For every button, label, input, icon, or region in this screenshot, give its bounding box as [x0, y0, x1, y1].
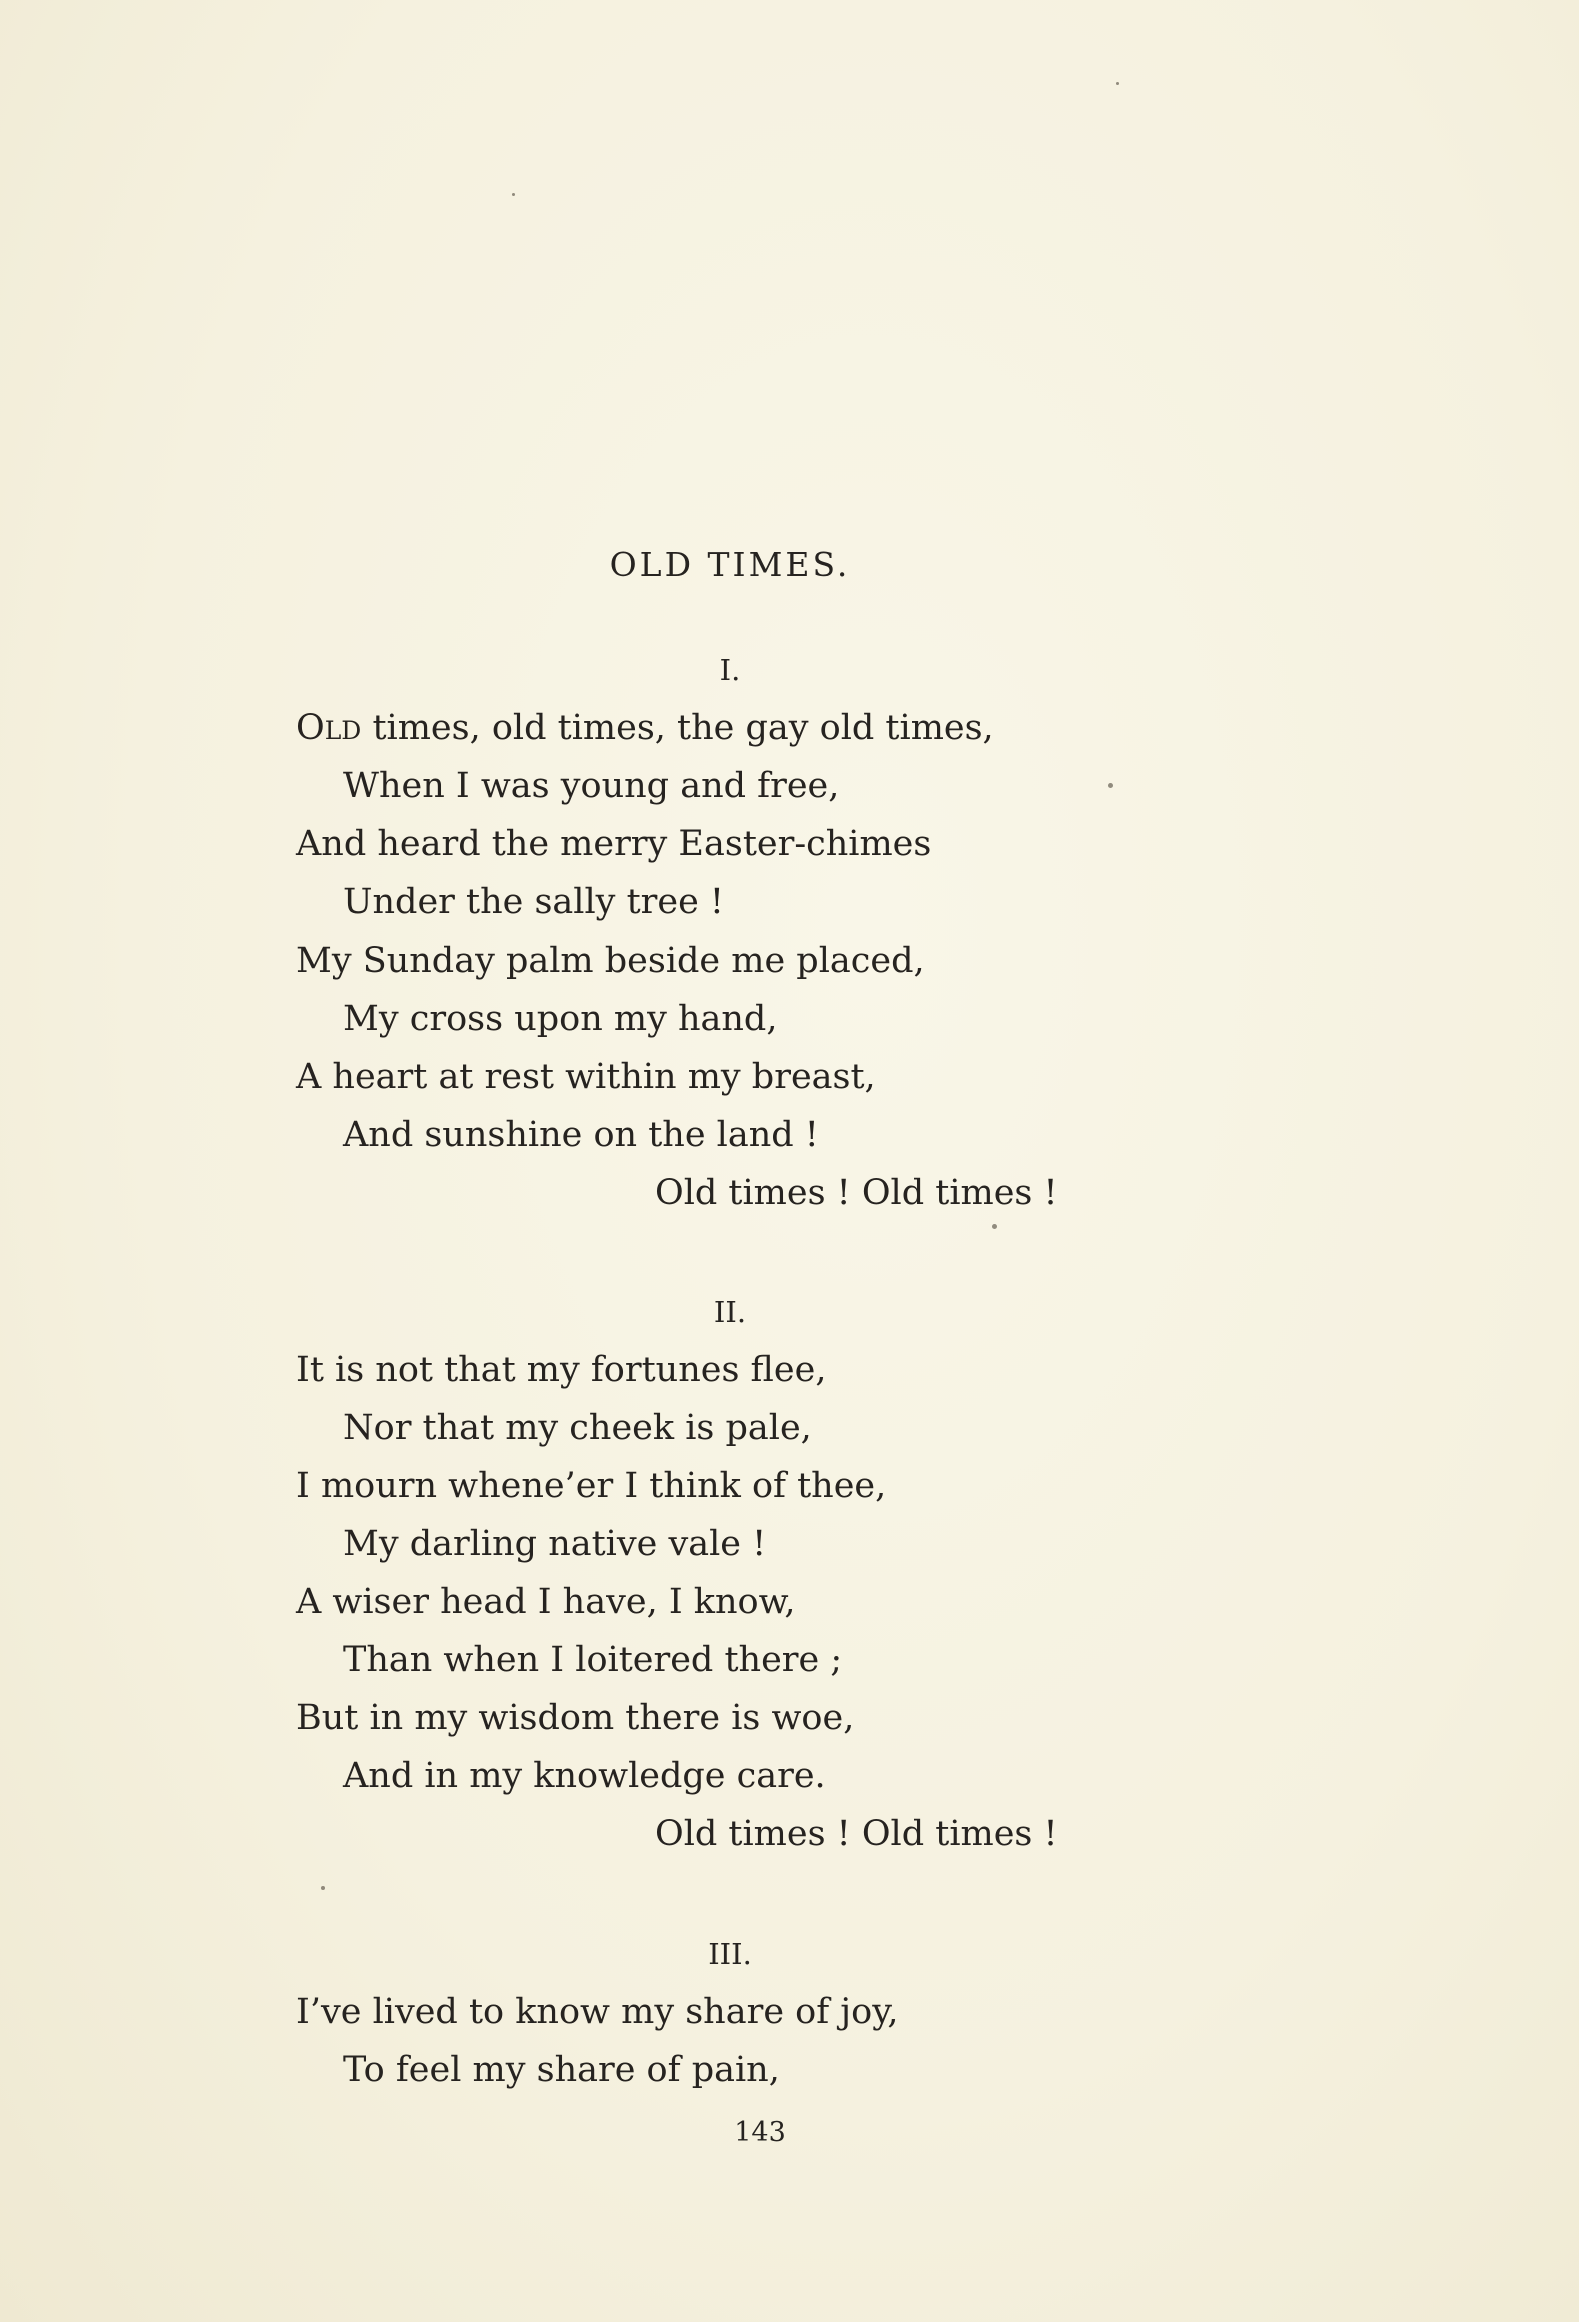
poem-line: When I was young and free, [343, 766, 840, 806]
paper-speck [1116, 82, 1119, 85]
poem-line [296, 703, 994, 753]
poem-line: It is not that my fortunes flee, [296, 1350, 827, 1390]
drop-word: Old [296, 708, 362, 748]
poem-line: Nor that my cheek is pale, [343, 1408, 812, 1448]
paper-speck [321, 1886, 325, 1890]
paper-speck [512, 193, 515, 196]
poem-line: Under the sally tree ! [343, 882, 724, 922]
poem-line: My darling native vale ! [343, 1524, 767, 1564]
poem-title: OLD TIMES. [609, 545, 851, 584]
poem-line: A wiser head I have, I know, [296, 1582, 796, 1622]
paper-speck [1108, 783, 1113, 788]
poem-line: I mourn whene’er I think of thee, [296, 1466, 887, 1506]
poem-refrain: Old times ! Old times ! [655, 1814, 1058, 1854]
paper-speck [992, 1224, 997, 1229]
poem-line: But in my wisdom there is woe, [296, 1698, 855, 1738]
poem-line: And sunshine on the land ! [343, 1115, 819, 1155]
stanza-numeral-1: I. [719, 653, 741, 687]
poem-refrain: Old times ! Old times ! [655, 1173, 1058, 1213]
stanza-numeral-2: II. [713, 1295, 747, 1329]
poem-line-text: times, old times, the gay old times, [372, 708, 994, 748]
stanza-numeral-3: III. [708, 1937, 752, 1971]
page-number: 143 [734, 2117, 786, 2148]
poem-line: I’ve lived to know my share of joy, [296, 1992, 899, 2032]
poem-line: To feel my share of pain, [343, 2050, 780, 2090]
poem-line: And heard the merry Easter-chimes [296, 824, 932, 864]
poem-line: Than when I loitered there ; [343, 1640, 843, 1680]
poem-line: My Sunday palm beside me placed, [296, 941, 925, 981]
poem-line: A heart at rest within my breast, [296, 1057, 876, 1097]
poem-line: My cross upon my hand, [343, 999, 778, 1039]
poem-line: And in my knowledge care. [343, 1756, 826, 1796]
